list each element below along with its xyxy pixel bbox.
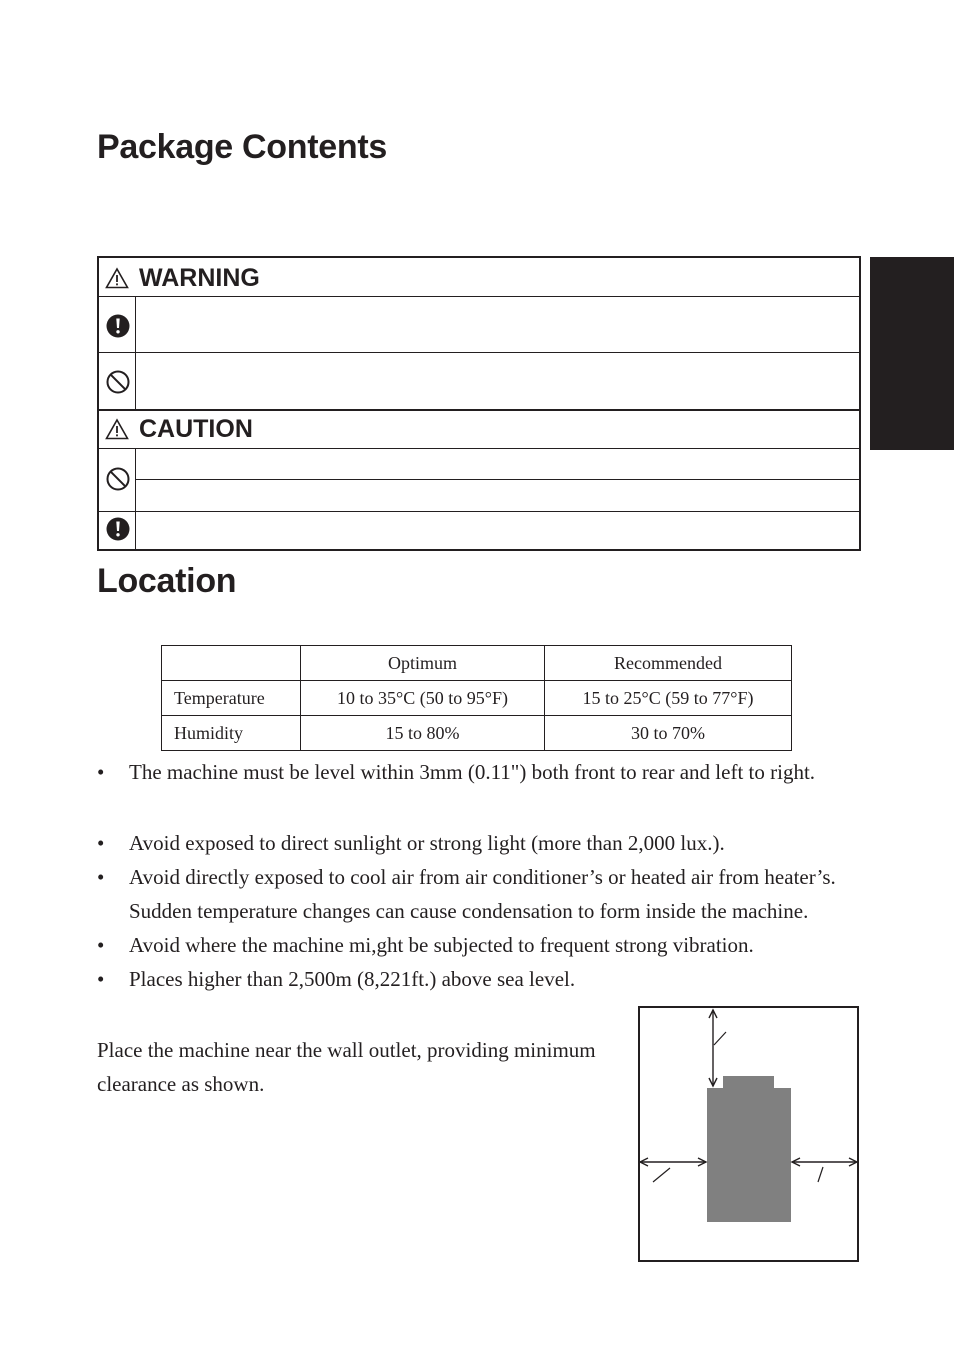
icon-column-divider bbox=[135, 448, 136, 549]
bullet-icon: • bbox=[97, 967, 105, 991]
table-cell: 15 to 80% bbox=[301, 716, 545, 751]
table-cell: Temperature bbox=[162, 681, 301, 716]
prohibited-icon bbox=[106, 467, 130, 491]
level-note-list bbox=[97, 755, 897, 789]
bullet-icon: • bbox=[97, 933, 105, 957]
list-item-text: Avoid where the machine mi,ght be subjected to frequent strong vibration. bbox=[129, 933, 754, 957]
package-contents-title: Package Contents bbox=[97, 128, 387, 166]
list-item bbox=[97, 962, 865, 996]
section-tab-marker bbox=[870, 257, 954, 450]
warning-triangle-icon bbox=[105, 418, 129, 440]
placement-text: Place the machine near the wall outlet, providing minimum clearance as shown. bbox=[97, 1038, 596, 1096]
rear-clearance-arrow bbox=[709, 1010, 726, 1086]
icon-column-divider bbox=[135, 296, 136, 410]
prohibited-icon bbox=[106, 370, 130, 394]
mandatory-icon bbox=[106, 314, 130, 338]
caution-header bbox=[105, 412, 253, 446]
machine-top-shape bbox=[723, 1076, 774, 1090]
bullet-icon: • bbox=[97, 831, 105, 855]
divider bbox=[99, 511, 859, 512]
table-cell: Humidity bbox=[162, 716, 301, 751]
clearance-diagram-graphic bbox=[640, 1008, 857, 1260]
list-item bbox=[97, 755, 897, 789]
warning-label: WARNING bbox=[139, 263, 260, 292]
list-item bbox=[97, 826, 865, 860]
list-item-text: Avoid exposed to direct sunlight or strong light (more than 2,000 lux.). bbox=[129, 831, 725, 855]
bullet-icon: • bbox=[97, 760, 105, 784]
mandatory-icon bbox=[106, 517, 130, 541]
table-header-cell: Optimum bbox=[301, 646, 545, 681]
list-item-text: The machine must be level within 3mm (0.11") both front to rear and left to right. bbox=[129, 760, 816, 784]
clearance-diagram bbox=[638, 1006, 859, 1262]
table-row bbox=[162, 681, 792, 716]
table-cell: 10 to 35°C (50 to 95°F) bbox=[301, 681, 545, 716]
divider bbox=[99, 409, 859, 411]
divider bbox=[99, 448, 859, 449]
table-cell: 30 to 70% bbox=[545, 716, 792, 751]
list-item-text: Avoid directly exposed to cool air from air conditioner’s or heated air from heater’s. Sudden temperature changes can cause condensation to form inside the machine. bbox=[129, 865, 836, 923]
table-header-cell: Recommended bbox=[545, 646, 792, 681]
divider bbox=[136, 479, 859, 480]
bullet-icon: • bbox=[97, 865, 105, 889]
machine-body-shape bbox=[707, 1088, 791, 1222]
location-title: Location bbox=[97, 562, 237, 600]
divider bbox=[99, 296, 859, 297]
caution-label: CAUTION bbox=[139, 414, 253, 443]
list-item-text: Places higher than 2,500m (8,221ft.) above sea level. bbox=[129, 967, 576, 991]
list-item bbox=[97, 928, 865, 962]
table-row bbox=[162, 716, 792, 751]
right-clearance-arrow bbox=[792, 1158, 857, 1182]
left-clearance-arrow bbox=[640, 1158, 706, 1182]
table-cell: 15 to 25°C (59 to 77°F) bbox=[545, 681, 792, 716]
avoid-list bbox=[97, 826, 865, 996]
list-item bbox=[97, 860, 865, 928]
divider bbox=[99, 352, 859, 353]
safety-notice-box bbox=[97, 256, 861, 551]
table-header-cell bbox=[162, 646, 301, 681]
environment-table bbox=[161, 645, 792, 751]
table-header-row bbox=[162, 646, 792, 681]
warning-triangle-icon bbox=[105, 267, 129, 289]
warning-header bbox=[105, 262, 260, 294]
